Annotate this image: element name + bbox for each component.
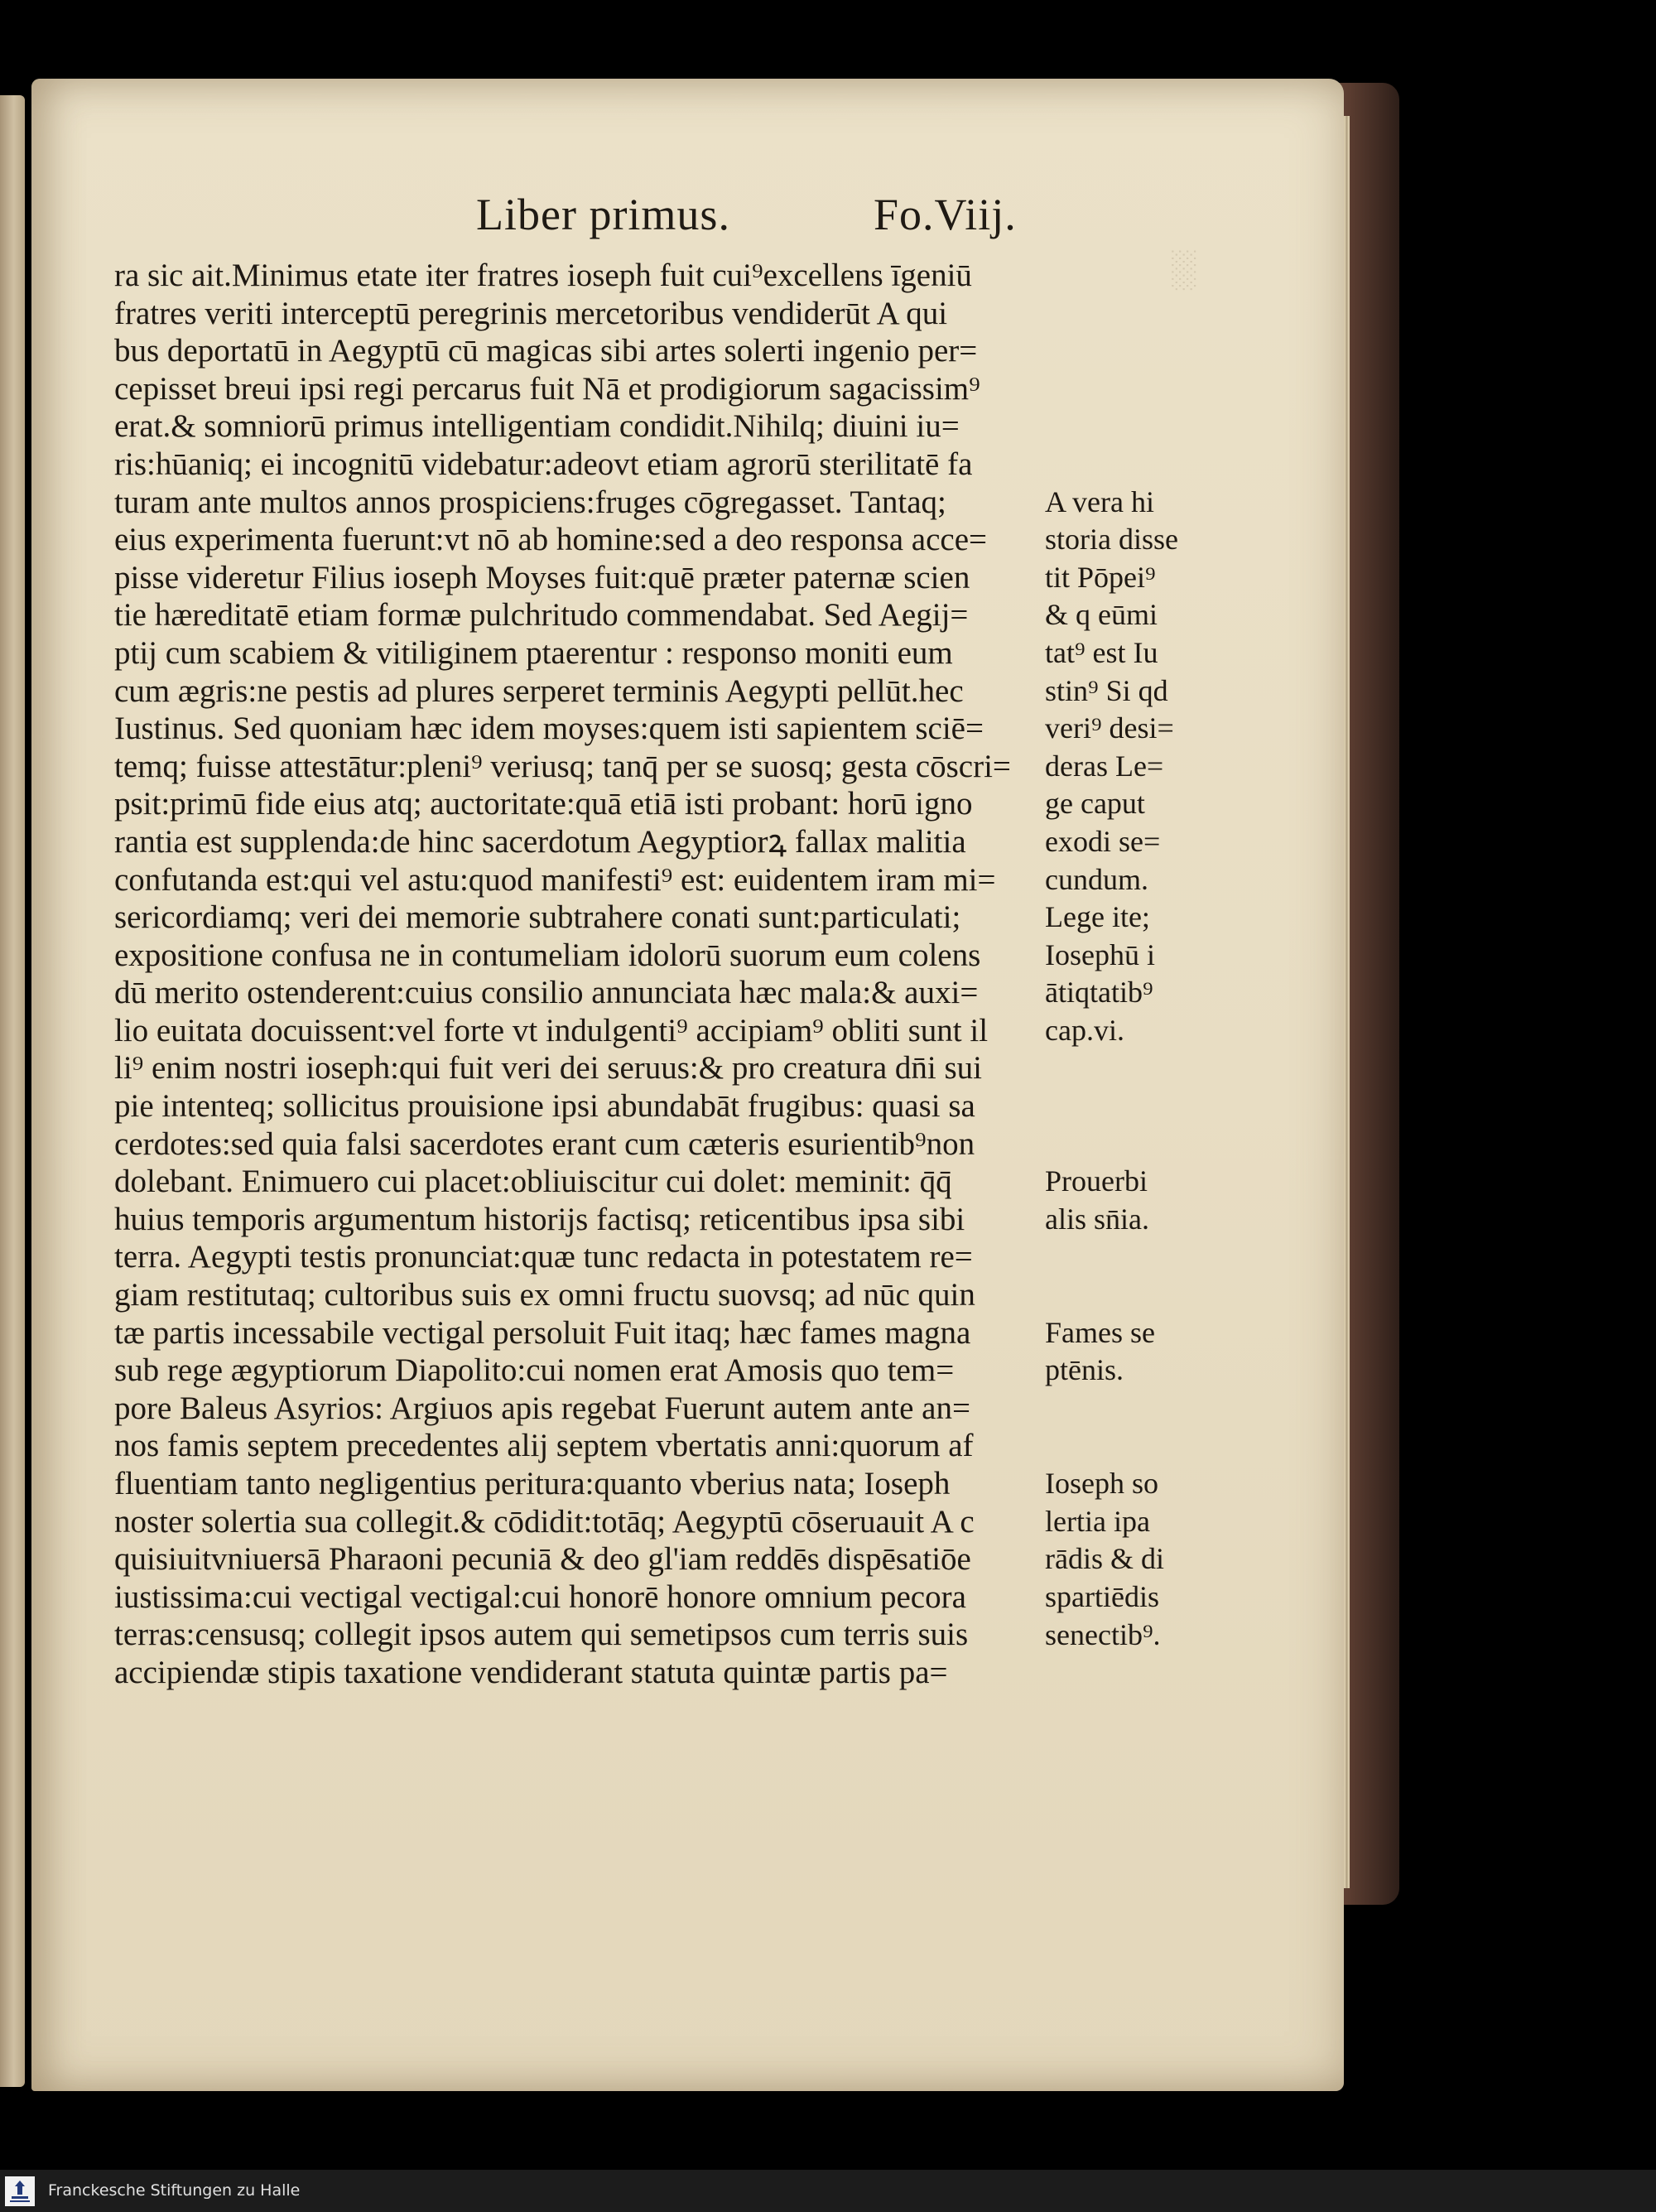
text-line: eius experimenta fuerunt:vt nō ab homine:sed a deo responsa acce=	[114, 522, 988, 558]
text-line: bus deportatū in Aegyptū cū magicas sibi artes solerti ingenio per=	[114, 333, 978, 369]
text-line: tæ partis incessabile vectigal persoluit Fuit itaq; hæc fames magna	[114, 1314, 971, 1351]
marginal-note	[1045, 1465, 1211, 1654]
marginal-note-line: storia disse	[1045, 523, 1178, 557]
text-line: expositione confusa ne in contumeliam idolorū suorum eum colens	[114, 937, 981, 973]
marginal-note-line: cap.vi.	[1045, 1013, 1124, 1047]
marginal-note-line: alis sn̄ia.	[1045, 1202, 1149, 1236]
main-text-block	[114, 257, 1042, 1692]
marginal-note-line: Ioseph so	[1045, 1467, 1158, 1501]
marginal-note-line: Fames se	[1045, 1315, 1155, 1349]
institution-logo-icon	[5, 2176, 35, 2206]
text-line: erat.& somniorū primus intelligentiam condidit.Nihilq; diuini iu=	[114, 408, 960, 445]
marginal-note-line: deras Le=	[1045, 749, 1164, 783]
text-line: sub rege ægyptiorum Diapolito:cui nomen erat Amosis quo tem=	[114, 1352, 955, 1389]
text-line: temq; fuisse attestātur:pleni⁹ veriusq; tanq̄ per se suosq; gesta cōscri=	[114, 748, 1011, 784]
marginal-note-line: Lege ite;	[1045, 900, 1150, 934]
marginal-note-line: lertia ipa	[1045, 1504, 1150, 1538]
marginal-note-line: ptēnis.	[1045, 1353, 1124, 1387]
text-line: noster solertia sua collegit.& cōdidit:totāq; Aegyptū cōseruauit A c	[114, 1503, 975, 1540]
text-line: giam restitutaq; cultoribus suis ex omni fructu suovsq; ad nūc quin	[114, 1277, 975, 1313]
text-line: li⁹ enim nostri ioseph:qui fuit veri dei seruus:& pro creatura dn̄i sui	[114, 1050, 982, 1087]
show-through: ░	[1170, 248, 1196, 289]
text-line: tie hæreditatē etiam formæ pulchritudo commendabat. Sed Aegij=	[114, 597, 969, 634]
institution-name: Franckesche Stiftungen zu Halle	[48, 2181, 301, 2200]
text-line: pie intenteq; sollicitus prouisione ipsi abundabāt frugibus: quasi sa	[114, 1088, 975, 1125]
folio-number: Fo.Viij.	[874, 190, 1017, 239]
text-line: terra. Aegypti testis pronunciat:quæ tunc redacta in potestatem re=	[114, 1239, 973, 1275]
marginal-note-line: cundum.	[1045, 862, 1148, 896]
marginal-note-line: rādis & di	[1045, 1542, 1164, 1576]
marginal-note-line: tat⁹ est Iu	[1045, 635, 1158, 669]
marginal-note-line: senectib⁹.	[1045, 1617, 1161, 1651]
text-line: accipiendæ stipis taxatione vendiderant statuta quintæ partis pa=	[114, 1654, 948, 1690]
text-line: pore Baleus Asyrios: Argiuos apis regebat Fuerunt autem ante an=	[114, 1390, 970, 1426]
text-line: turam ante multos annos prospiciens:fruges cōgregasset. Tantaq;	[114, 484, 946, 520]
text-line: dolebant. Enimuero cui placet:obliuiscitur cui dolet: meminit: q̄q̄	[114, 1164, 952, 1200]
running-head-title: Liber primus.	[476, 190, 730, 239]
marginal-note-line: A vera hi	[1045, 484, 1154, 518]
text-line: ra sic ait.Minimus etate iter fratres ioseph fuit cui⁹excellens īgeniū	[114, 258, 972, 293]
text-line: quisiuitvniuersā Pharaoni pecuniā & deo gl'iam reddēs dispēsatiōe	[114, 1541, 971, 1578]
viewer-footer	[0, 2170, 1656, 2212]
marginal-note-line: Prouerbi	[1045, 1164, 1148, 1198]
marginal-note-line: Iosephū i	[1045, 937, 1155, 971]
text-line: pisse videretur Filius ioseph Moyses fuit:quē præter paternæ scien	[114, 559, 970, 595]
text-line: terras:censusq; collegit ipsos autem qui semetipsos cum terris suis	[114, 1617, 969, 1653]
text-line: rantia est supplenda:de hinc sacerdotum Aegyptiorꝝ fallax malitia	[114, 823, 966, 860]
marginal-note-line: spartiēdis	[1045, 1579, 1159, 1613]
marginal-note-line: & q eūmi	[1045, 598, 1158, 632]
text-line: lio euitata docuissent:vel forte vt indulgenti⁹ accipiam⁹ obliti sunt il	[114, 1012, 989, 1048]
text-line: sericordiamq; veri dei memorie subtrahere conati sunt:particulati;	[114, 899, 961, 936]
facing-page-edge	[0, 95, 25, 2087]
text-line: cepisset breui ipsi regi percarus fuit Nā et prodigiorum sagacissim⁹	[114, 370, 980, 407]
text-line: ris:hūaniq; ei incognitū videbatur:adeovt etiam agrorū sterilitatē fa	[114, 446, 973, 482]
text-line: fratres veriti interceptū peregrinis mercetoribus vendiderūt A qui	[114, 295, 948, 331]
text-line: nos famis septem precedentes alij septem vbertatis anni:quorum af	[114, 1428, 974, 1464]
text-line: cerdotes:sed quia falsi sacerdotes erant cum cæteris esurientib⁹non	[114, 1125, 975, 1162]
text-line: dū merito ostenderent:cuius consilio annunciata hæc mala:& auxi=	[114, 975, 979, 1011]
text-line: iustissima:cui vectigal vectigal:cui honorē honore omnium pecora	[114, 1578, 966, 1615]
text-line: fluentiam tanto negligentius peritura:quanto vberius nata; Ioseph	[114, 1466, 951, 1501]
marginal-note-line: ge caput	[1045, 787, 1145, 821]
text-line: psit:primū fide eius atq; auctoritate:quā etiā isti probant: horū igno	[114, 786, 973, 822]
marginal-note-line: ātiqtatib⁹	[1045, 976, 1153, 1010]
marginal-note	[1045, 1163, 1211, 1238]
text-line: huius temporis argumentum historijs factisq; reticentibus ipsa sibi	[114, 1201, 965, 1237]
text-line: confutanda est:qui vel astu:quod manifesti⁹ est: euidentem iram mi=	[114, 861, 996, 898]
marginal-note-line: veri⁹ desi=	[1045, 711, 1174, 745]
marginal-note-line: tit Pōpei⁹	[1045, 560, 1156, 594]
text-line: ptij cum scabiem & vitiliginem ptaerentur : responso moniti eum	[114, 634, 953, 671]
marginal-note	[1045, 484, 1211, 1050]
marginal-note-line: exodi se=	[1045, 824, 1161, 858]
text-line: cum ægris:ne pestis ad plures serperet terminis Aegypti pellūt.hec	[114, 672, 964, 709]
marginal-note-line: stin⁹ Si qd	[1045, 673, 1168, 707]
marginal-note	[1045, 1314, 1211, 1390]
text-line: Iustinus. Sed quoniam hæc idem moyses:quem isti sapientem sciē=	[114, 711, 984, 747]
